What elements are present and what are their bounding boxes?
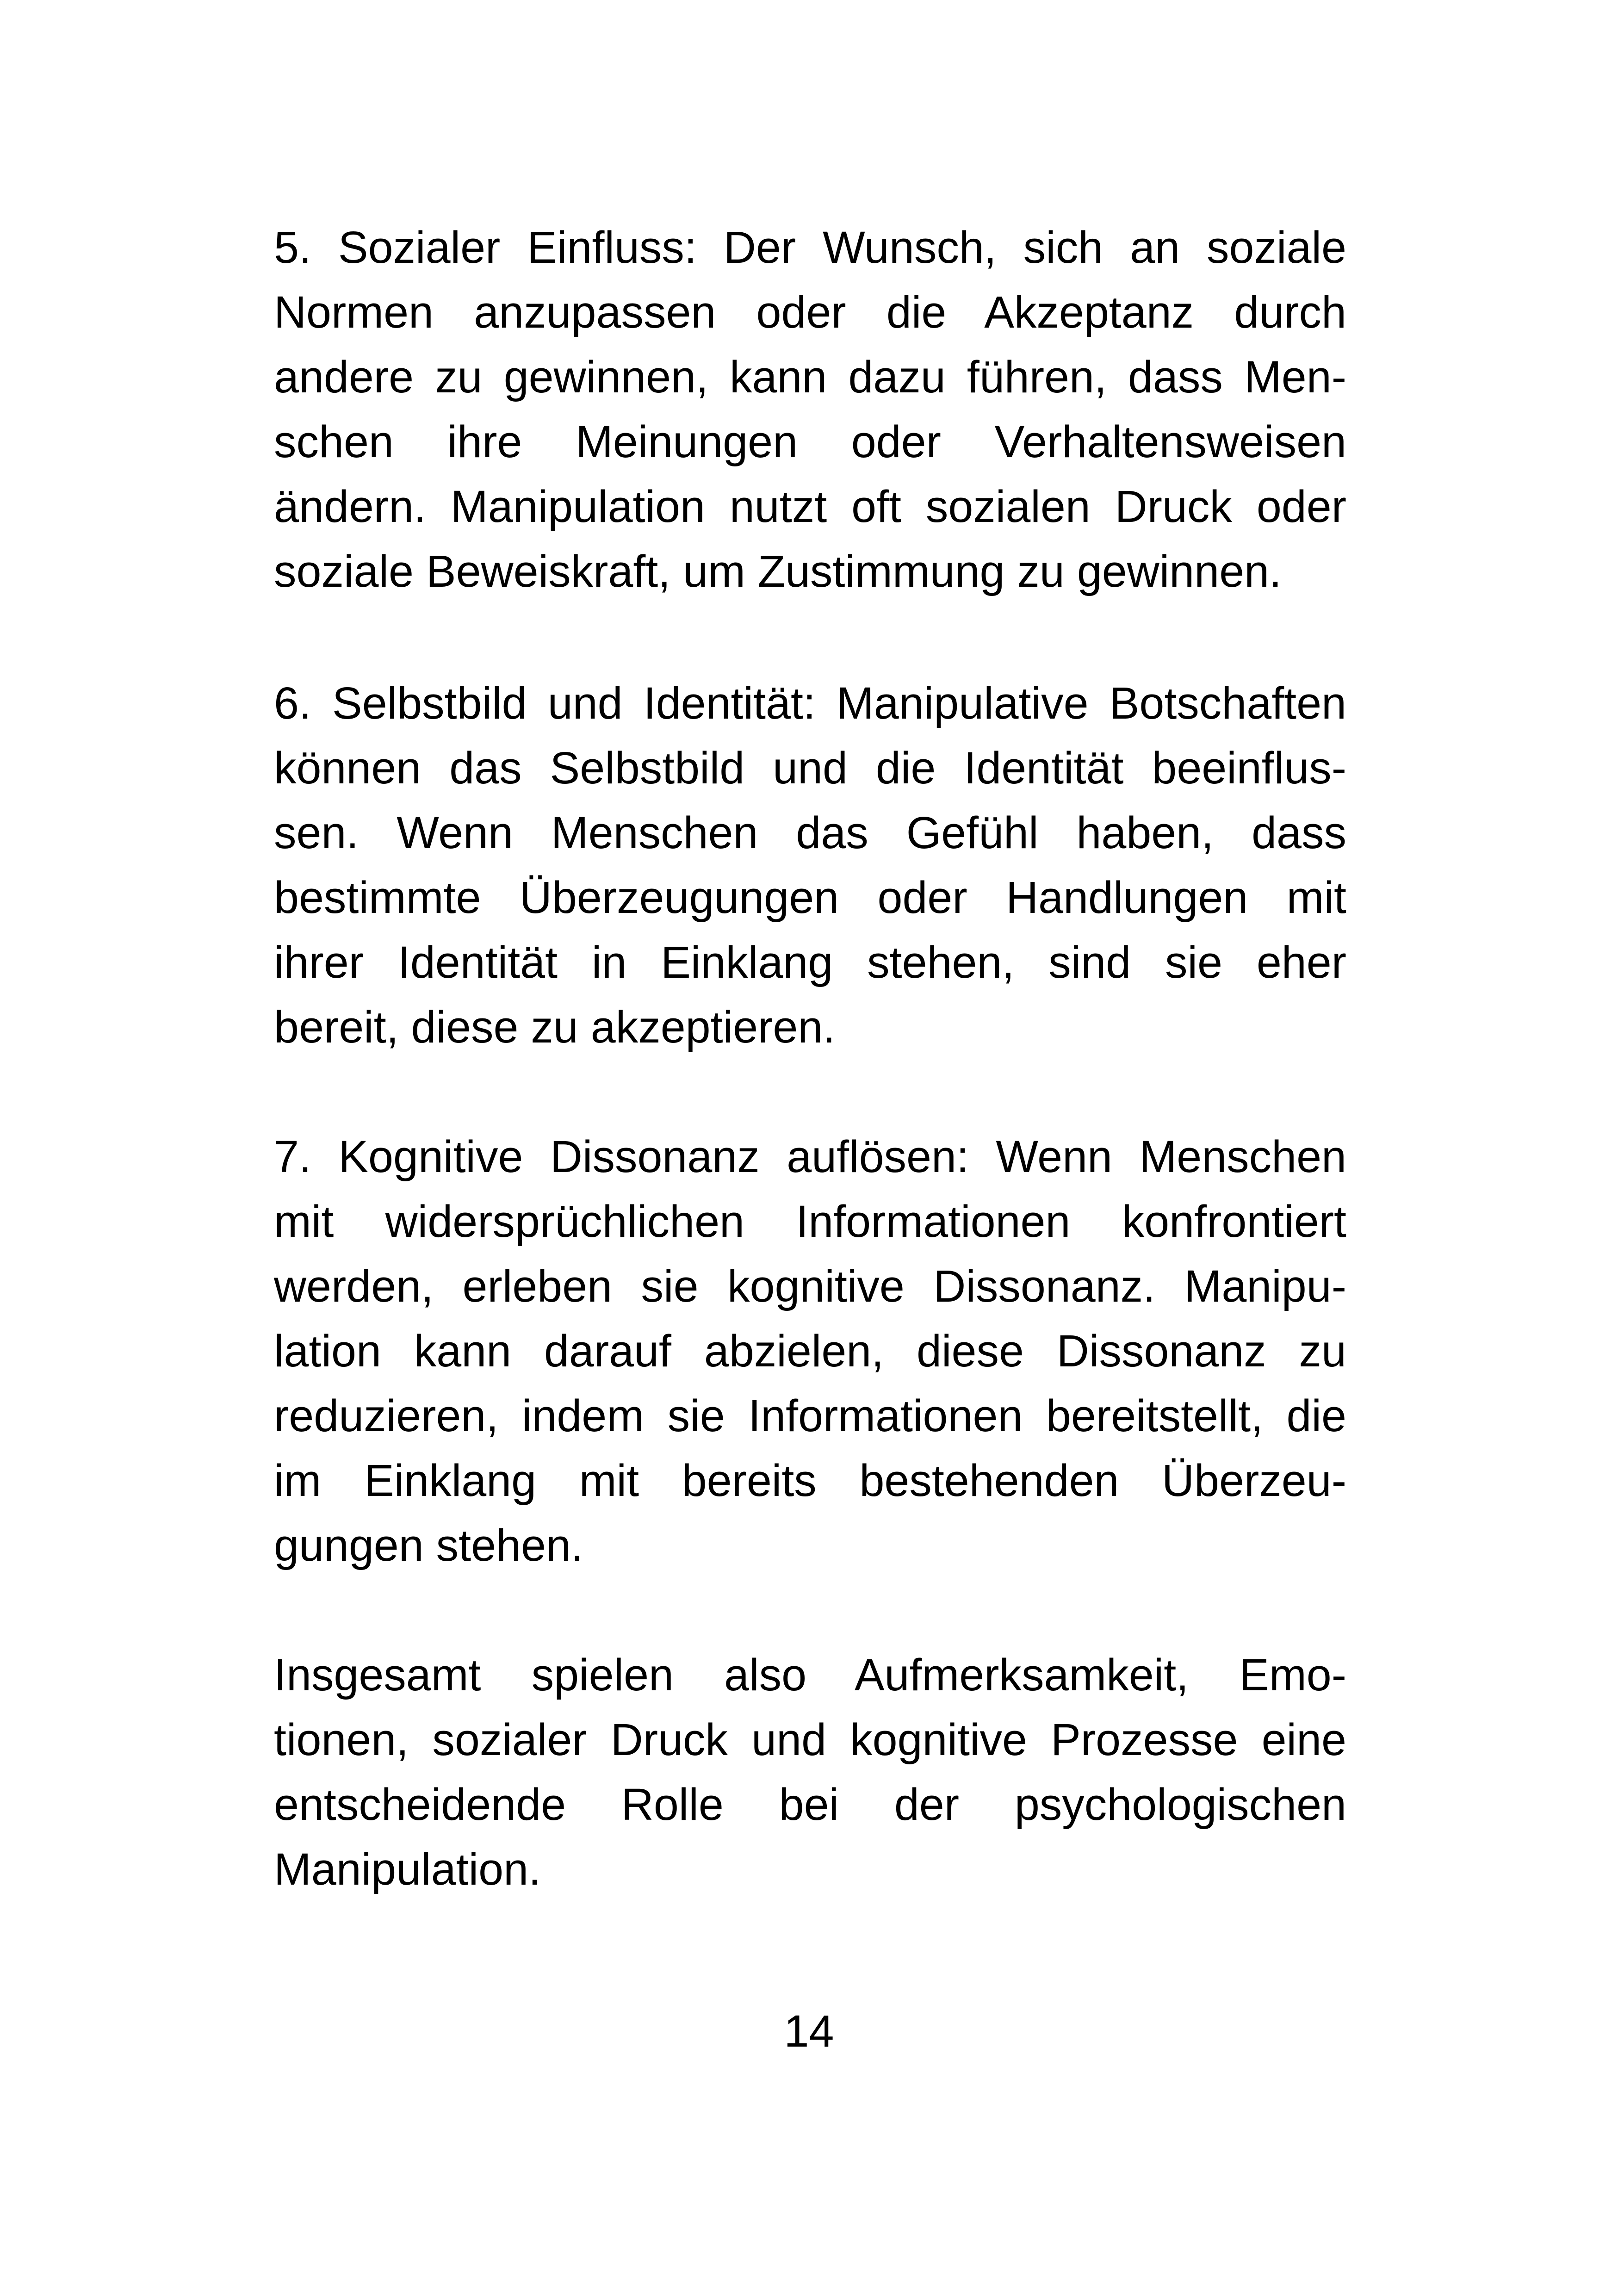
text-line: bereit, diese zu akzeptieren. [274,1002,836,1052]
text-line: gungen stehen. [274,1520,583,1570]
text-line: reduzieren, indem sie Informationen bereitstellt, die [274,1390,1346,1441]
text-line: soziale Beweiskraft, um Zustimmung zu gewinnen. [274,546,1282,596]
text-line: andere zu gewinnen, kann dazu führen, dass Men- [274,352,1346,402]
paragraph-cognitive-dissonance [274,1124,1346,1578]
paragraph-self-image [274,671,1346,1060]
page-number: 14 [784,2006,834,2056]
text-line: sen. Wenn Menschen das Gefühl haben, dass [274,807,1346,858]
paragraph-summary [274,1643,1346,1902]
text-line: lation kann darauf abzielen, diese Dissonanz zu [274,1326,1346,1376]
text-line: ändern. Manipulation nutzt oft sozialen Druck oder [274,481,1346,532]
text-line: mit widersprüchlichen Informationen konfrontiert [274,1196,1346,1247]
text-line: Manipulation. [274,1844,541,1894]
text-line: 6. Selbstbild und Identität: Manipulative Botschaften [274,678,1346,728]
text-line: 7. Kognitive Dissonanz auflösen: Wenn Menschen [274,1131,1346,1182]
paragraph-social-influence [274,215,1346,604]
text-line: entscheidende Rolle bei der psychologischen [274,1779,1346,1830]
text-line: können das Selbstbild und die Identität beeinflus- [274,743,1346,793]
text-line: tionen, sozialer Druck und kognitive Prozesse eine [274,1714,1346,1765]
text-line: Insgesamt spielen also Aufmerksamkeit, Emo- [274,1650,1346,1700]
text-line: 5. Sozialer Einfluss: Der Wunsch, sich an soziale [274,222,1346,273]
text-line: bestimmte Überzeugungen oder Handlungen mit [274,872,1346,923]
text-line: ihrer Identität in Einklang stehen, sind sie eher [274,937,1346,987]
text-line: schen ihre Meinungen oder Verhaltensweisen [274,416,1346,467]
text-line: im Einklang mit bereits bestehenden Überzeu- [274,1455,1346,1506]
text-line: werden, erleben sie kognitive Dissonanz. Manipu- [274,1261,1346,1311]
text-line: Normen anzupassen oder die Akzeptanz durch [274,287,1346,337]
